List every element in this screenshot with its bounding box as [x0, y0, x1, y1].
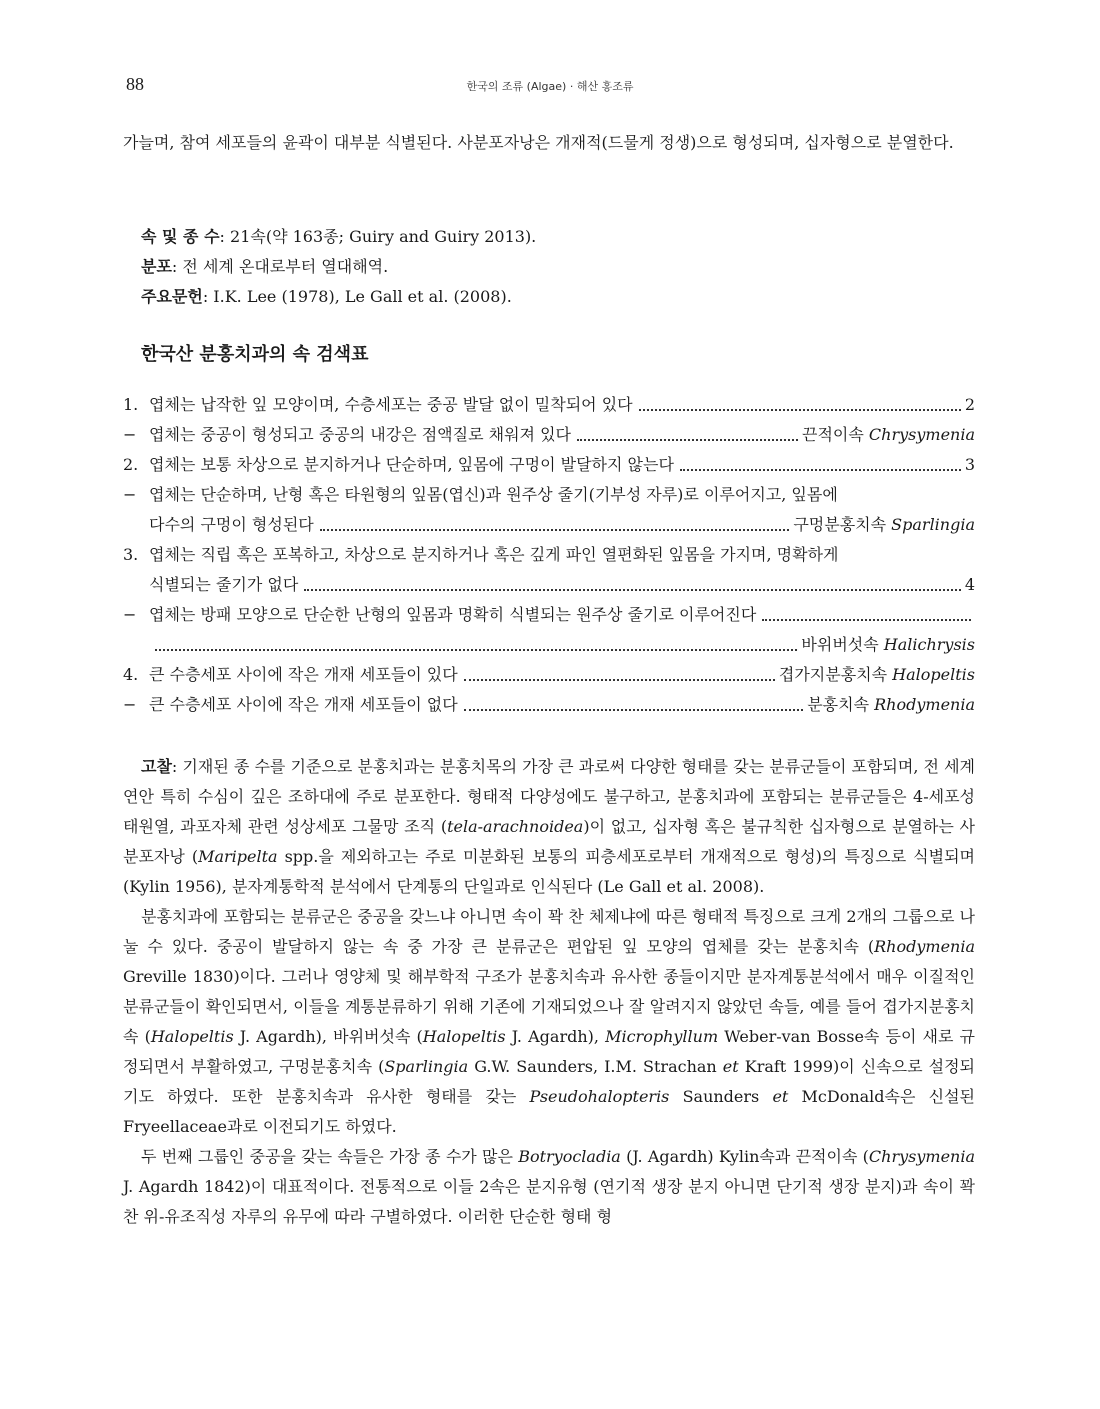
leader-dots [155, 649, 797, 651]
key-title: 한국산 분홍치과의 속 검색표 [141, 344, 369, 365]
couplet-result: 분홍치속 Rhodymenia [807, 695, 975, 714]
key-couplet [123, 420, 975, 450]
couplet-result: 4 [964, 575, 975, 594]
key-couplet [123, 480, 975, 510]
intro-paragraph [123, 128, 975, 158]
couplet-number: 1. [123, 395, 139, 414]
leader-dots [680, 469, 961, 471]
key-couplet [123, 540, 975, 570]
page-number: 88 [126, 74, 144, 94]
references-label: 주요문헌 [141, 287, 203, 306]
key-couplet [123, 450, 975, 480]
discussion-paragraph-1: 고찰: 기재된 종 수를 기준으로 분홍치과는 분홍치목의 가장 큰 과로써 다양한 형태를 갖는 분류군들이 포함되며, 전 세계 연안 특히 수심이 깊은 조하대에 주로 분포한다. 형태적 다양성에도 불구하고, 분홍치과에 포함되는 분류군들은 4-세포성 태원열, 과포자체 관련 성상세포 그물망 조직 (tela-arachnoidea)이 없고, 십자형 혹은 불규칙한 십자형으로 분열하는 사분포자낭 (Maripelta spp.을 제외하고는 주로 미분화된 보통의 피층세포로부터 개재적으로 형성)의 특징으로 식별되며 (Kylin 1956), 분자계통학적 분석에서 단계통의 단일과로 인식된다 (Le Gall et al. 2008). [123, 757, 975, 896]
couplet-number: − [123, 485, 137, 504]
key-couplet-continuation [123, 630, 975, 660]
key-couplet [123, 690, 975, 720]
genus-metadata [123, 222, 975, 312]
distribution-line [123, 252, 975, 282]
key-couplet-continuation [123, 570, 975, 600]
couplet-number: − [123, 605, 137, 624]
couplet-text: 큰 수층세포 사이에 작은 개재 세포들이 없다 [149, 695, 458, 714]
couplet-result: 끈적이속 Chrysymenia [801, 425, 975, 444]
couplet-number: 4. [123, 665, 139, 684]
references-line [123, 282, 975, 312]
leader-dots [304, 589, 961, 591]
couplet-result: 3 [964, 455, 975, 474]
genera-count-line [123, 222, 975, 252]
couplet-number: − [123, 425, 137, 444]
running-title: 한국의 조류 (Algae) · 해산 홍조류 [466, 80, 634, 93]
discussion-section [123, 752, 975, 1232]
genera-count-label: 속 및 종 수 [141, 227, 220, 246]
couplet-result: 겹가지분홍치속 Halopeltis [778, 665, 975, 684]
leader-dots [639, 409, 961, 411]
couplet-text: 엽체는 직립 혹은 포복하고, 차상으로 분지하거나 혹은 깊게 파인 열편화된 잎몸을 가지며, 명확하게 [149, 545, 839, 564]
couplet-text: 엽체는 납작한 잎 모양이며, 수층세포는 중공 발달 없이 밀착되어 있다 [149, 395, 633, 414]
identification-key [123, 390, 975, 720]
couplet-text: 큰 수층세포 사이에 작은 개재 세포들이 있다 [149, 665, 458, 684]
couplet-number: 2. [123, 455, 139, 474]
couplet-text: 엽체는 중공이 형성되고 중공의 내강은 점액질로 채워져 있다 [149, 425, 572, 444]
leader-dots [464, 709, 803, 711]
intro-text: 가늘며, 참여 세포들의 윤곽이 대부분 식별된다. 사분포자낭은 개재적(드물게 정생)으로 형성되며, 십자형으로 분열한다. [123, 133, 954, 152]
couplet-text: 엽체는 방패 모양으로 단순한 난형의 잎몸과 명확히 식별되는 원주상 줄기로 이루어진다 [149, 605, 757, 624]
couplet-result: 2 [964, 395, 975, 414]
distribution-value: : 전 세계 온대로부터 열대해역. [171, 257, 389, 276]
couplet-text: 엽체는 단순하며, 난형 혹은 타원형의 잎몸(엽신)과 원주상 줄기(기부성 자루)로 이루어지고, 잎몸에 [149, 485, 838, 504]
discussion-paragraph-2: 분홍치과에 포함되는 분류군은 중공을 갖느냐 아니면 속이 꽉 찬 체제냐에 따른 형태적 특징으로 크게 2개의 그룹으로 나눌 수 있다. 중공이 발달하지 않는 속 중 가장 큰 분류군은 편압된 잎 모양의 엽체를 갖는 분홍치속 (Rhodymenia Greville 1830)이다. 그러나 영양체 및 해부학적 구조가 분홍치속과 유사한 종들이지만 분자계통분석에서 매우 이질적인 분류군들이 확인되면서, 이들을 계통분류하기 위해 기존에 기재되었으나 잘 알려지지 않았던 속들, 예를 들어 겹가지분홍치속 (Halopeltis J. Agardh), 바위버섯속 (Halopeltis J. Agardh), Microphyllum Weber-van Bosse속 등이 새로 규정되면서 부활하였고, 구멍분홍치속 (Sparlingia G.W. Saunders, I.M. Strachan et Kraft 1999)이 신속으로 설정되기도 하였다. 또한 분홍치속과 유사한 형태를 갖는 Pseudohalopteris Saunders et McDonald속은 신설된 Fryeellaceae과로 이전되기도 하였다. [123, 907, 976, 1136]
couplet-text: 엽체는 보통 차상으로 분지하거나 단순하며, 잎몸에 구멍이 발달하지 않는다 [149, 455, 674, 474]
discussion-label: 고찰 [141, 757, 172, 776]
key-couplet [123, 600, 975, 630]
leader-dots [320, 529, 790, 531]
couplet-number: − [123, 695, 137, 714]
couplet-result: 구멍분홍치속 Sparlingia [793, 515, 975, 534]
key-couplet-continuation [123, 510, 975, 540]
leader-dots [762, 619, 971, 621]
distribution-label: 분포 [141, 257, 172, 276]
key-couplet [123, 390, 975, 420]
leader-dots [577, 439, 798, 441]
key-couplet [123, 660, 975, 690]
couplet-continuation-text: 다수의 구멍이 형성된다 [149, 515, 314, 534]
genera-count-value: : 21속(약 163종; Guiry and Guiry 2013). [219, 227, 537, 246]
couplet-number: 3. [123, 545, 139, 564]
couplet-continuation-text: 식별되는 줄기가 없다 [149, 575, 299, 594]
discussion-paragraph-3: 두 번째 그룹인 중공을 갖는 속들은 가장 종 수가 많은 Botryocladia (J. Agardh) Kylin속과 끈적이속 (Chrysymenia J. Agardh 1842)이 대표적이다. 전통적으로 이들 2속은 분지유형 (연기적 생장 분지 아니면 단기적 생장 분지)과 속이 꽉 찬 위-유조직성 자루의 유무에 따라 구별하였다. 이러한 단순한 형태 형 [123, 1147, 975, 1226]
leader-dots [464, 679, 775, 681]
references-value: : I.K. Lee (1978), Le Gall et al. (2008). [202, 287, 512, 306]
couplet-result: 바위버섯속 Halichrysis [801, 635, 975, 654]
